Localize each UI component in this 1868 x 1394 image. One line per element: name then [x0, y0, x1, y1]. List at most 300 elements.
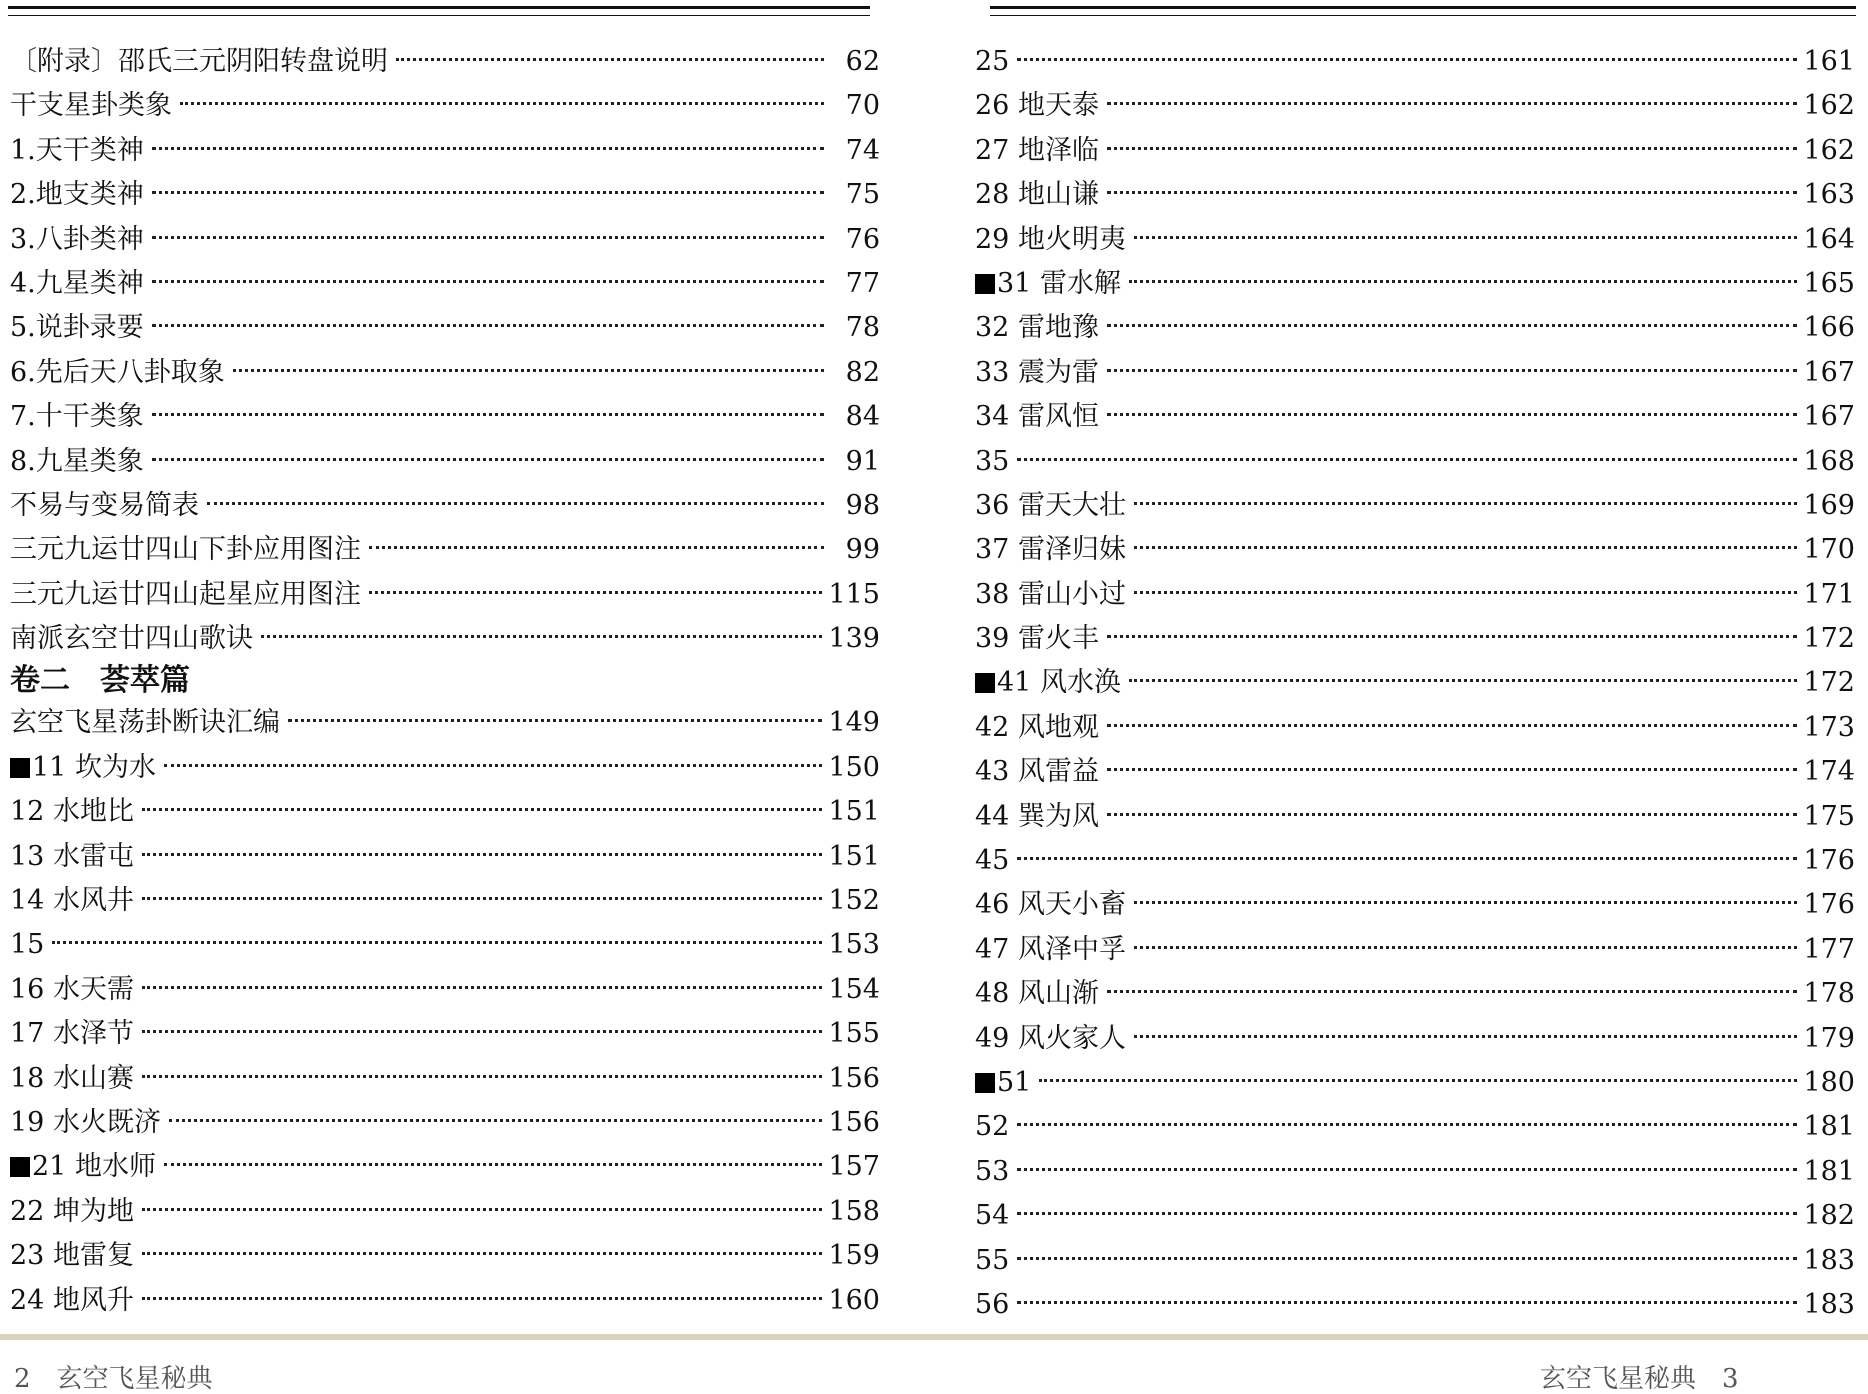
toc-entry-title-text: 不易与变易简表 [10, 489, 199, 521]
toc-entry [10, 484, 880, 528]
toc-entry-title [10, 1190, 134, 1234]
toc-entry-page-number: 161 [1803, 46, 1855, 77]
toc-entry-title-text: 干支星卦类象 [10, 90, 172, 122]
toc-entry [975, 484, 1855, 528]
toc-entry-title [975, 1239, 1009, 1283]
toc-entry-title-text: 16 水天需 [10, 973, 134, 1005]
toc-entry-title [10, 351, 225, 395]
dot-leader [1134, 946, 1798, 949]
toc-entry-page-number: 99 [845, 534, 880, 566]
toc-entry-title [10, 835, 134, 879]
toc-list-right [975, 40, 1855, 1327]
toc-entry-page-number: 78 [845, 312, 880, 344]
dot-leader [1134, 546, 1798, 549]
toc-entry-title [975, 972, 1099, 1016]
toc-entry [10, 923, 880, 967]
dot-leader [152, 458, 824, 461]
dot-leader [1017, 1257, 1797, 1260]
toc-entry [10, 528, 880, 572]
dot-leader [169, 1119, 823, 1122]
toc-entry-title-text: 19 水火既济 [10, 1106, 161, 1138]
toc-entry-title-text: 〔附录〕邵氏三元阴阳转盘说明 [10, 46, 388, 77]
toc-entry-page-number: 77 [845, 267, 880, 299]
toc-entry-title [10, 306, 144, 350]
dot-leader [1017, 1301, 1797, 1304]
toc-entry-title-text: 14 水风井 [10, 885, 134, 917]
toc-entry-title-text: 三元九运廿四山下卦应用图注 [10, 534, 361, 566]
toc-entry-page-number: 62 [845, 46, 880, 77]
toc-entry [975, 839, 1855, 883]
toc-entry [975, 795, 1855, 839]
dot-leader [1107, 813, 1798, 816]
dot-leader [142, 1297, 823, 1300]
toc-entry-page-number: 179 [1803, 1022, 1855, 1054]
toc-entry [10, 879, 880, 923]
dot-leader [1107, 147, 1798, 150]
toc-entry [10, 84, 880, 128]
dot-leader [142, 808, 823, 811]
toc-entry-page-number: 181 [1803, 1111, 1855, 1143]
toc-entry-title-text: 4.九星类神 [10, 267, 144, 299]
dot-leader [1107, 724, 1798, 727]
toc-entry-title-text: 56 [975, 1288, 1010, 1320]
toc-entry [10, 351, 880, 395]
dot-leader [1134, 591, 1798, 594]
toc-entry [975, 1061, 1855, 1105]
toc-entry-title [10, 1012, 134, 1056]
toc-entry-title-text: 25 [975, 46, 1010, 77]
toc-entry [10, 790, 880, 834]
toc-entry [975, 928, 1855, 972]
toc-entry-page-number: 160 [828, 1284, 880, 1316]
dot-leader [1134, 236, 1798, 239]
toc-entry-page-number: 177 [1803, 933, 1855, 965]
dot-leader [142, 986, 823, 989]
toc-entry-title-text: 玄空飞星荡卦断诀汇编 [10, 707, 280, 739]
toc-entry [975, 750, 1855, 794]
toc-entry-title-text: 18 水山赛 [10, 1062, 134, 1094]
black-square-marker-icon [975, 1073, 995, 1093]
dot-leader [142, 1252, 823, 1255]
toc-entry-title [10, 173, 144, 217]
dot-leader [1017, 1212, 1797, 1215]
toc-entry-title-text: 29 地火明夷 [975, 223, 1126, 255]
toc-entry-page-number: 154 [828, 973, 880, 1005]
toc-entry-title [10, 746, 156, 790]
toc-entry-title-text: 37 雷泽归妹 [975, 534, 1126, 566]
toc-entry-title [10, 617, 253, 661]
toc-entry [975, 1283, 1855, 1327]
toc-entry-title-text: 43 风雷益 [975, 756, 1099, 788]
toc-entry-title-text: 13 水雷屯 [10, 840, 134, 872]
toc-entry-page-number: 151 [828, 840, 880, 872]
toc-entry [10, 1234, 880, 1278]
toc-entry-title [975, 173, 1099, 217]
toc-entry-title-text: 27 地泽临 [975, 134, 1099, 166]
dot-leader [1017, 1168, 1797, 1171]
toc-entry [10, 617, 880, 661]
toc-entry-title-text: 44 巽为风 [975, 800, 1099, 832]
toc-entry-title [10, 879, 134, 923]
toc-entry [975, 1017, 1855, 1061]
toc-entry-title [975, 262, 1121, 306]
toc-entry-title-text: 11 坎为水 [32, 751, 156, 783]
toc-entry [975, 40, 1855, 84]
toc-entry-page-number: 173 [1803, 711, 1855, 743]
toc-entry [975, 1194, 1855, 1238]
toc-column-right [975, 40, 1855, 1327]
toc-entry-title [975, 661, 1121, 705]
toc-entry [10, 701, 880, 745]
toc-entry-title-text: 5.说卦录要 [10, 312, 144, 344]
toc-entry-title-text: 24 地风升 [10, 1284, 134, 1316]
toc-entry-title [975, 573, 1126, 617]
toc-entry-title [10, 40, 388, 84]
black-square-marker-icon [975, 274, 995, 294]
toc-entry-title [975, 129, 1099, 173]
toc-entry-title-text: 7.十干类象 [10, 401, 144, 433]
dot-leader [1134, 502, 1798, 505]
toc-entry-page-number: 170 [1803, 534, 1855, 566]
toc-entry-title [10, 129, 144, 173]
dot-leader [1129, 280, 1798, 283]
dot-leader [152, 147, 824, 150]
toc-entry-title-text: 51 [997, 1066, 1032, 1098]
toc-entry-title-text: 34 雷风恒 [975, 401, 1099, 433]
toc-entry-title [975, 528, 1126, 572]
toc-entry-page-number: 171 [1803, 578, 1855, 610]
toc-entry-page-number: 157 [828, 1151, 880, 1183]
dot-leader [1107, 102, 1798, 105]
toc-entry-title [975, 706, 1099, 750]
toc-entry-title [10, 1057, 134, 1101]
toc-entry-title [975, 40, 1009, 84]
dot-leader [1134, 1035, 1798, 1038]
dot-leader [1107, 768, 1798, 771]
dot-leader [1017, 857, 1797, 860]
toc-entry-title [10, 440, 144, 484]
toc-entry-page-number: 162 [1803, 134, 1855, 166]
dot-leader [152, 324, 824, 327]
dot-leader [261, 635, 822, 638]
toc-entry-title [10, 484, 199, 528]
toc-entry-page-number: 167 [1803, 356, 1855, 388]
dot-leader [207, 502, 824, 505]
toc-entry-title-text: 47 风泽中孚 [975, 933, 1126, 965]
toc-entry [10, 173, 880, 217]
toc-entry-title-text: 54 [975, 1200, 1010, 1232]
dot-leader [1017, 58, 1797, 61]
toc-entry-title-text: 12 水地比 [10, 796, 134, 828]
toc-entry-title-text: 53 [975, 1155, 1010, 1187]
toc-entry [975, 661, 1855, 705]
dot-leader [1017, 458, 1797, 461]
dot-leader [1107, 413, 1798, 416]
footer-left-text: 2 玄空飞星秘典 [14, 1364, 213, 1394]
toc-entry-title [975, 883, 1126, 927]
toc-entry-title [975, 1017, 1126, 1061]
toc-entry-title-text: 45 [975, 845, 1010, 877]
toc-entry-title [10, 1145, 156, 1189]
toc-entry-title-text: 33 震为雷 [975, 356, 1099, 388]
dot-leader [164, 764, 823, 767]
black-square-marker-icon [10, 758, 30, 778]
toc-entry [975, 1105, 1855, 1149]
toc-entry-title [975, 351, 1099, 395]
toc-entry-page-number: 176 [1803, 889, 1855, 921]
toc-entry-page-number: 151 [828, 796, 880, 828]
toc-entry-title-text: 17 水泽节 [10, 1018, 134, 1050]
toc-entry-title [10, 1101, 161, 1145]
toc-entry [10, 746, 880, 790]
top-rule-left [8, 6, 870, 16]
toc-entry-title [10, 573, 361, 617]
toc-entry-page-number: 115 [828, 578, 880, 610]
toc-entry [975, 173, 1855, 217]
toc-entry [10, 1190, 880, 1234]
toc-entry-title-text: 6.先后天八卦取象 [10, 356, 225, 388]
black-square-marker-icon [975, 673, 995, 693]
toc-entry [975, 440, 1855, 484]
dot-leader [164, 1163, 823, 1166]
toc-entry-page-number: 172 [1803, 667, 1855, 699]
toc-entry [975, 1239, 1855, 1283]
dot-leader [1134, 901, 1798, 904]
toc-entry [975, 617, 1855, 661]
toc-list-before-heading [10, 40, 880, 661]
toc-entry-title [10, 84, 172, 128]
toc-entry-page-number: 74 [845, 134, 880, 166]
toc-entry-page-number: 180 [1803, 1066, 1855, 1098]
toc-entry-title [975, 84, 1099, 128]
toc-entry-title-text: 31 雷水解 [997, 267, 1121, 299]
toc-entry-page-number: 166 [1803, 312, 1855, 344]
toc-entry-title-text: 36 雷天大壮 [975, 489, 1126, 521]
toc-entry-page-number: 91 [845, 445, 880, 477]
dot-leader [142, 853, 823, 856]
toc-entry [975, 129, 1855, 173]
dot-leader [369, 546, 824, 549]
toc-entry-title [975, 617, 1099, 661]
toc-entry-title-text: 52 [975, 1111, 1010, 1143]
toc-entry [10, 40, 880, 84]
toc-entry-page-number: 181 [1803, 1155, 1855, 1187]
toc-entry-title-text: 1.天干类神 [10, 134, 144, 166]
toc-entry-title [975, 1061, 1031, 1105]
toc-entry [10, 440, 880, 484]
toc-entry-title [975, 1283, 1009, 1327]
dot-leader [142, 897, 823, 900]
toc-entry-page-number: 178 [1803, 978, 1855, 1010]
toc-entry [10, 835, 880, 879]
dot-leader [1107, 990, 1798, 993]
toc-entry [975, 883, 1855, 927]
toc-entry-title [975, 795, 1099, 839]
toc-entry-title-text: 49 风火家人 [975, 1022, 1126, 1054]
toc-entry-title [975, 928, 1126, 972]
toc-entry [10, 262, 880, 306]
toc-entry-page-number: 155 [828, 1018, 880, 1050]
toc-entry-title [10, 1234, 134, 1278]
toc-entry-page-number: 149 [828, 707, 880, 739]
toc-entry-title-text: 南派玄空廿四山歌诀 [10, 623, 253, 655]
dot-leader [1107, 191, 1798, 194]
toc-entry-page-number: 174 [1803, 756, 1855, 788]
dot-leader [1039, 1079, 1797, 1082]
toc-entry-page-number: 159 [828, 1240, 880, 1272]
toc-entry [10, 1279, 880, 1323]
toc-entry-title-text: 42 风地观 [975, 711, 1099, 743]
dot-leader [52, 941, 822, 944]
toc-entry-title [10, 790, 134, 834]
toc-entry [10, 1101, 880, 1145]
toc-entry [10, 395, 880, 439]
dot-leader [152, 236, 824, 239]
toc-list-after-heading [10, 701, 880, 1322]
toc-entry-page-number: 75 [845, 179, 880, 211]
toc-entry [10, 1057, 880, 1101]
toc-entry-page-number: 98 [845, 489, 880, 521]
dot-leader [152, 280, 824, 283]
toc-column-left [10, 40, 880, 1323]
toc-entry-title-text: 55 [975, 1244, 1010, 1276]
dot-leader [142, 1030, 823, 1033]
toc-entry-page-number: 169 [1803, 489, 1855, 521]
toc-entry [10, 129, 880, 173]
toc-entry-title-text: 28 地山谦 [975, 179, 1099, 211]
dot-leader [142, 1208, 823, 1211]
toc-entry [975, 351, 1855, 395]
toc-entry-title [975, 218, 1126, 262]
toc-entry-page-number: 152 [828, 885, 880, 917]
toc-entry-page-number: 162 [1803, 90, 1855, 122]
toc-entry-page-number: 167 [1803, 401, 1855, 433]
dot-leader [1017, 1123, 1797, 1126]
toc-entry-title-text: 41 风水涣 [997, 667, 1121, 699]
toc-entry-page-number: 175 [1803, 800, 1855, 832]
toc-entry [975, 573, 1855, 617]
toc-entry-title [975, 484, 1126, 528]
dot-leader [396, 58, 824, 61]
toc-entry [975, 972, 1855, 1016]
dot-leader [152, 191, 824, 194]
dot-leader [180, 102, 824, 105]
toc-entry-title [975, 1194, 1009, 1238]
toc-entry [975, 218, 1855, 262]
toc-entry-title [10, 262, 144, 306]
toc-entry-title [10, 1279, 134, 1323]
toc-entry-title [10, 968, 134, 1012]
dot-leader [1107, 635, 1798, 638]
toc-entry-title-text: 39 雷火丰 [975, 623, 1099, 655]
toc-entry-title-text: 26 地天泰 [975, 90, 1099, 122]
black-square-marker-icon [10, 1157, 30, 1177]
toc-entry-page-number: 182 [1803, 1200, 1855, 1232]
toc-entry-title-text: 22 坤为地 [10, 1195, 134, 1227]
toc-entry-title [10, 528, 361, 572]
toc-entry-page-number: 82 [845, 356, 880, 388]
toc-entry-title [10, 701, 280, 745]
toc-entry-title-text: 三元九运廿四山起星应用图注 [10, 578, 361, 610]
toc-entry-title-text: 23 地雷复 [10, 1240, 134, 1272]
toc-entry-title [975, 1105, 1009, 1149]
toc-entry-title [10, 218, 144, 262]
toc-entry [10, 1012, 880, 1056]
toc-entry-page-number: 164 [1803, 223, 1855, 255]
toc-entry [975, 262, 1855, 306]
toc-entry-page-number: 176 [1803, 845, 1855, 877]
toc-entry-page-number: 163 [1803, 179, 1855, 211]
toc-entry-page-number: 156 [828, 1062, 880, 1094]
toc-entry-title-text: 15 [10, 929, 45, 961]
toc-entry-page-number: 168 [1803, 445, 1855, 477]
section-heading: 卷二 荟萃篇 [10, 663, 190, 699]
toc-entry-page-number: 156 [828, 1106, 880, 1138]
toc-entry-title-text: 46 风天小畜 [975, 889, 1126, 921]
toc-entry [975, 706, 1855, 750]
toc-entry [975, 84, 1855, 128]
toc-entry [975, 1150, 1855, 1194]
toc-entry-title-text: 3.八卦类神 [10, 223, 144, 255]
toc-entry-title-text: 32 雷地豫 [975, 312, 1099, 344]
toc-entry [975, 528, 1855, 572]
dot-leader [1107, 324, 1798, 327]
dot-leader [288, 719, 822, 722]
toc-entry [10, 573, 880, 617]
toc-entry-title-text: 48 风山渐 [975, 978, 1099, 1010]
toc-entry-page-number: 183 [1803, 1244, 1855, 1276]
toc-entry-title [975, 1150, 1009, 1194]
toc-entry-title [10, 923, 44, 967]
dot-leader [233, 369, 824, 372]
toc-entry [10, 306, 880, 350]
toc-entry-page-number: 172 [1803, 623, 1855, 655]
toc-entry [975, 395, 1855, 439]
dot-leader [152, 413, 824, 416]
toc-entry-page-number: 183 [1803, 1288, 1855, 1320]
toc-entry-title-text: 2.地支类神 [10, 179, 144, 211]
toc-entry-page-number: 150 [828, 751, 880, 783]
toc-entry-title [975, 306, 1099, 350]
toc-entry-title [975, 839, 1009, 883]
toc-entry-page-number: 153 [828, 929, 880, 961]
toc-entry-page-number: 165 [1803, 267, 1855, 299]
toc-entry [975, 306, 1855, 350]
toc-entry-title [975, 395, 1099, 439]
toc-entry-title-text: 35 [975, 445, 1010, 477]
dot-leader [1107, 369, 1798, 372]
toc-entry-page-number: 158 [828, 1195, 880, 1227]
toc-entry-page-number: 70 [845, 90, 880, 122]
toc-entry [10, 218, 880, 262]
dot-leader [142, 1075, 823, 1078]
toc-entry-page-number: 84 [845, 401, 880, 433]
toc-entry-page-number: 139 [828, 623, 880, 655]
toc-entry-title-text: 21 地水师 [32, 1151, 156, 1183]
toc-entry-title-text: 8.九星类象 [10, 445, 144, 477]
toc-entry-title [975, 440, 1009, 484]
footer-right-text: 玄空飞星秘典 3 [1540, 1364, 1739, 1394]
toc-entry-title [975, 750, 1099, 794]
toc-entry [10, 968, 880, 1012]
toc-entry-title [10, 395, 144, 439]
toc-entry [10, 1145, 880, 1189]
toc-entry-page-number: 76 [845, 223, 880, 255]
toc-entry-title-text: 38 雷山小过 [975, 578, 1126, 610]
dot-leader [1129, 679, 1798, 682]
dot-leader [369, 591, 822, 594]
top-rule-right [990, 6, 1856, 16]
